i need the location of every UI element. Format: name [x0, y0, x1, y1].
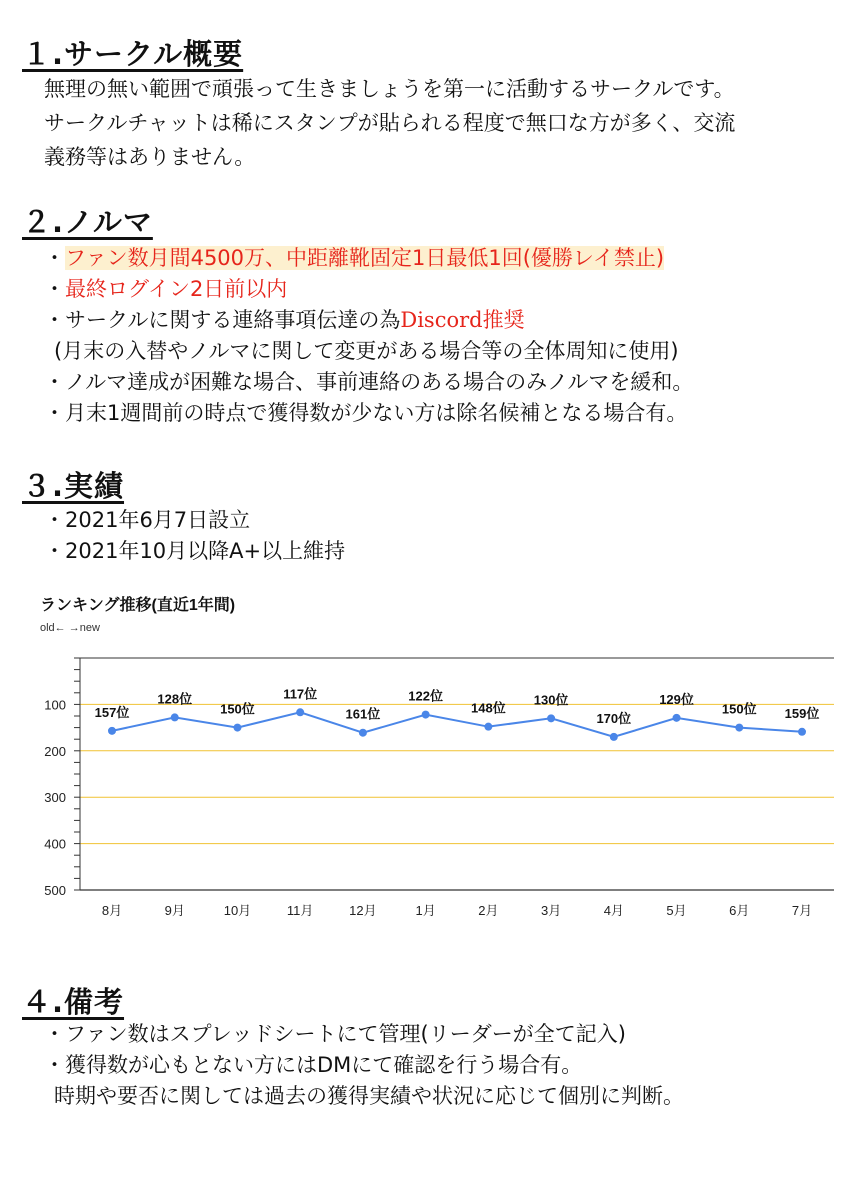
data-point: [359, 729, 367, 737]
data-point: [798, 728, 806, 736]
y-tick-label: 300: [44, 790, 66, 806]
data-label: 161位: [345, 706, 381, 722]
section-1-body: [44, 72, 735, 174]
section-3-title: ３.実績: [22, 469, 125, 503]
x-tick-label: 5月: [666, 903, 687, 918]
x-tick-label: 1月: [415, 903, 436, 918]
x-tick-label: 11月: [286, 903, 314, 918]
list-item: ・ノルマ達成が困難な場合、事前連絡のある場合のみノルマを緩和。: [44, 370, 694, 394]
section-3-list: [44, 505, 345, 567]
data-label: 150位: [220, 701, 255, 717]
x-tick-label: 12月: [349, 903, 377, 918]
discord-recommend: Discord推奨: [400, 308, 525, 332]
data-label: 148位: [471, 700, 506, 716]
data-label: 122位: [408, 688, 443, 704]
list-item: ・ファン数はスプレッドシートにて管理(リーダーが全て記入): [44, 1022, 626, 1046]
data-point: [735, 724, 743, 732]
data-point: [484, 723, 492, 731]
ranking-line-chart: [0, 640, 860, 930]
data-label: 128位: [157, 691, 193, 707]
data-point: [422, 711, 430, 719]
list-item: [44, 243, 693, 274]
section-1-line: 義務等はありません。: [44, 145, 256, 169]
y-tick-label: 400: [44, 836, 66, 852]
section-4-title: ４.備考: [22, 985, 125, 1019]
y-tick-label: 500: [44, 883, 66, 898]
data-label: 170位: [596, 710, 632, 726]
chart-title: ランキング推移(直近1年間): [40, 597, 236, 614]
list-item: 時期や要否に関しては過去の獲得実績や状況に応じて個別に判断。: [54, 1084, 684, 1108]
x-tick-label: 8月: [101, 903, 123, 918]
list-item-text: ・サークルに関する連絡事項伝達の為: [44, 308, 401, 332]
data-label: 150位: [721, 701, 757, 717]
bullet-mark: ・: [44, 277, 65, 301]
x-tick-label: 10月: [223, 903, 252, 918]
x-tick-label: 2月: [478, 903, 499, 918]
section-2-title: ２.ノルマ: [22, 205, 153, 239]
data-label: 157位: [94, 704, 130, 720]
x-tick-label: 6月: [729, 903, 750, 918]
section-1-title: １.サークル概要: [22, 37, 244, 71]
data-point: [673, 714, 681, 722]
data-label: 159位: [784, 705, 820, 721]
x-tick-label: 4月: [603, 903, 624, 918]
data-point: [233, 724, 241, 732]
list-item: ・月末1週間前の時点で獲得数が少ない方は除名候補となる場合有。: [44, 401, 688, 425]
data-point: [171, 713, 179, 721]
y-tick-label: 200: [44, 743, 66, 759]
data-point: [108, 727, 116, 735]
x-tick-label: 3月: [540, 903, 562, 918]
x-tick-label: 7月: [791, 903, 813, 918]
list-item: ・2021年6月7日設立: [44, 508, 251, 532]
list-item: ・2021年10月以降A+以上維持: [44, 539, 346, 563]
data-point: [547, 714, 555, 722]
list-item: ・獲得数が心もとない方にはDMにて確認を行う場合有。: [44, 1053, 583, 1077]
list-item: [44, 274, 693, 305]
data-label: 117位: [283, 686, 318, 702]
bullet-mark: ・: [44, 246, 65, 270]
data-label: 129位: [659, 691, 694, 707]
section-1-line: サークルチャットは稀にスタンプが貼られる程度で無口な方が多く、交流: [44, 111, 736, 135]
section-2-list: [44, 243, 693, 429]
data-point: [610, 733, 618, 741]
section-1-line: 無理の無い範囲で頑張って生きましょうを第一に活動するサークルです。: [44, 77, 735, 101]
series-line: [112, 712, 802, 737]
list-item: (月末の入替やノルマに関して変更がある場合等の全体周知に使用): [54, 339, 679, 363]
chart-subtitle: old← →new: [40, 622, 100, 634]
section-4-list: [44, 1019, 684, 1112]
data-point: [296, 708, 304, 716]
norma-fans-highlight: ファン数月間4500万、中距離靴固定1日最低1回(優勝レイ禁止): [65, 246, 665, 270]
x-tick-label: 9月: [164, 903, 185, 918]
list-item: [44, 305, 693, 336]
y-tick-label: 100: [44, 697, 66, 713]
norma-login: 最終ログイン2日前以内: [65, 277, 288, 301]
data-label: 130位: [533, 692, 569, 708]
